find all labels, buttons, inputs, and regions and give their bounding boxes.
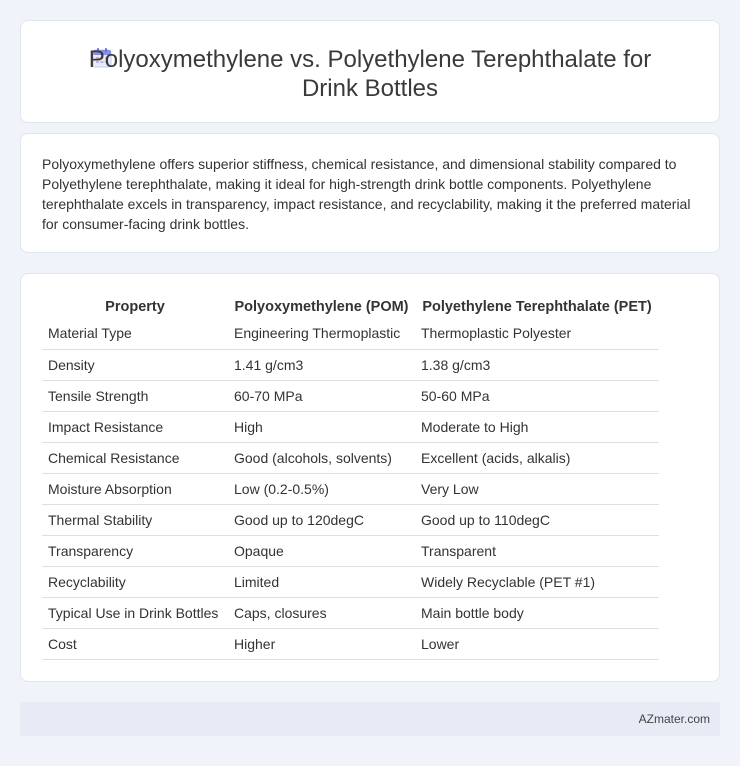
page-title: Polyoxymethylene vs. Polyethylene Terephthalate for Drink Bottles [88,46,652,102]
table-cell-property: Chemical Resistance [42,442,228,473]
title-card [20,20,720,123]
table-cell-pet: Thermoplastic Polyester [415,318,659,349]
table-cell-pet: Lower [415,628,659,659]
table-cell-pom: Opaque [228,535,415,566]
table-cell-property: Tensile Strength [42,380,228,411]
table-cell-pet: Very Low [415,473,659,504]
table-row [42,504,659,535]
table-cell-pet: Excellent (acids, alkalis) [415,442,659,473]
comparison-table [42,296,659,660]
table-cell-pom: Higher [228,628,415,659]
table-cell-pom: Low (0.2-0.5%) [228,473,415,504]
table-cell-pom: Caps, closures [228,597,415,628]
table-row [42,380,659,411]
table-cell-pet: Transparent [415,535,659,566]
table-row [42,349,659,380]
table-cell-pom: 60-70 MPa [228,380,415,411]
table-cell-pom: Limited [228,566,415,597]
table-cell-property: Transparency [42,535,228,566]
table-cell-property: Thermal Stability [42,504,228,535]
comparison-card [20,273,720,682]
table-row [42,597,659,628]
footer [20,702,720,736]
table-row [42,535,659,566]
table-row [42,318,659,349]
table-cell-pom: Engineering Thermoplastic [228,318,415,349]
table-cell-pom: High [228,411,415,442]
table-cell-pom: 1.41 g/cm3 [228,349,415,380]
table-cell-pom: Good up to 120degC [228,504,415,535]
summary-card [20,133,720,253]
table-row [42,442,659,473]
table-row [42,628,659,659]
table-cell-property: Cost [42,628,228,659]
table-cell-pet: 1.38 g/cm3 [415,349,659,380]
table-row [42,473,659,504]
header-pet: Polyethylene Terephthalate (PET) [422,299,652,315]
table-cell-pet: Moderate to High [415,411,659,442]
table-cell-property: Moisture Absorption [42,473,228,504]
table-cell-pet: Main bottle body [415,597,659,628]
table-cell-property: Typical Use in Drink Bottles [42,597,228,628]
table-cell-pom: Good (alcohols, solvents) [228,442,415,473]
table-cell-property: Material Type [42,318,228,349]
footer-brand: AZmater.com [638,712,710,726]
table-cell-pet: Good up to 110degC [415,504,659,535]
header-property: Property [105,299,165,315]
header-pom: Polyoxymethylene (POM) [234,299,409,315]
table-row [42,411,659,442]
summary-text: Polyoxymethylene offers superior stiffness, chemical resistance, and dimensional stability compared to Polyethylene terephthalate, making it ideal for high-strength drink bottle components. Polyethylene terephthalate excels in transparency, impact resistance, and recyclability, making it the preferred material for consumer-facing drink bottles. [42,156,691,232]
table-cell-property: Recyclability [42,566,228,597]
table-header-row [42,296,659,318]
table-cell-property: Impact Resistance [42,411,228,442]
table-cell-property: Density [42,349,228,380]
table-body [42,318,659,659]
table-row [42,566,659,597]
table-cell-pet: Widely Recyclable (PET #1) [415,566,659,597]
table-cell-pet: 50-60 MPa [415,380,659,411]
